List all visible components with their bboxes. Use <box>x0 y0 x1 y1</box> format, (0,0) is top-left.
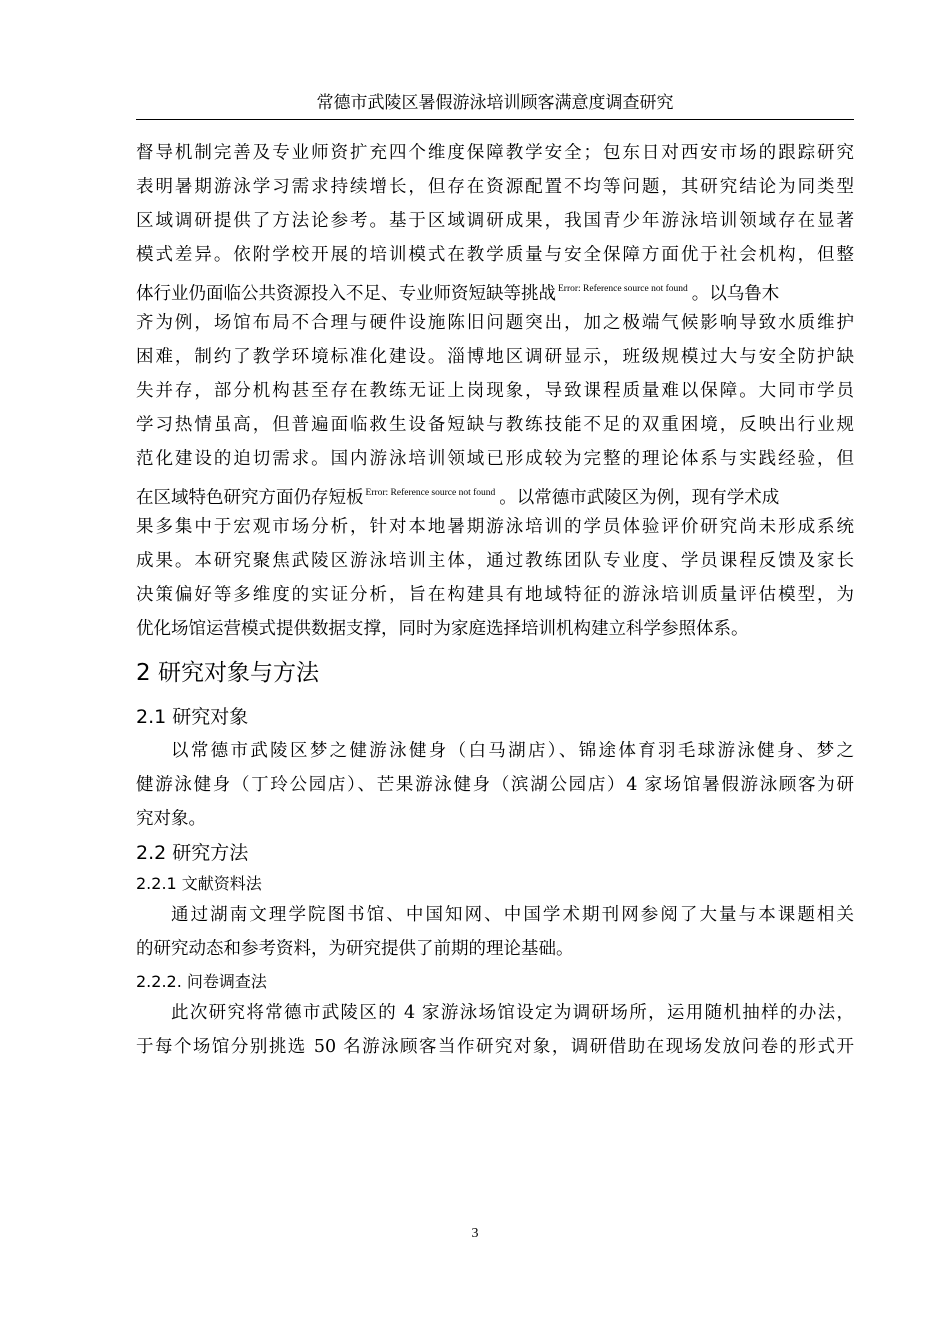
text-line: 模式差异。依附学校开展的培训模式在教学质量与安全保障方面优于社会机构，但整 <box>136 245 854 265</box>
text-line: 于每个场馆分别挑选 50 名游泳顾客当作研究对象，调研借助在现场发放问卷的形式开 <box>136 1037 854 1057</box>
subsubsection-heading: 2.2.2. 问卷调查法 <box>136 972 267 991</box>
text-line <box>136 476 854 510</box>
literature-paragraph <box>136 898 854 966</box>
text-segment: 。以常德市武陵区为例，现有学术成 <box>499 488 780 508</box>
text-line: 区域调研提供了方法论参考。基于区域调研成果，我国青少年游泳培训领域存在显著 <box>136 211 854 231</box>
text-line: 决策偏好等多维度的实证分析，旨在构建具有地域特征的游泳培训质量评估模型，为 <box>136 585 854 605</box>
reference-error: Error: Reference source not found <box>558 284 688 294</box>
intro-paragraph <box>136 136 854 646</box>
text-line: 成果。本研究聚焦武陵区游泳培训主体，通过教练团队专业度、学员课程反馈及家长 <box>136 551 854 571</box>
text-line: 失并存，部分机构甚至存在教练无证上岗现象，导致课程质量难以保障。大同市学员 <box>136 381 854 401</box>
text-line: 困难，制约了教学环境标准化建设。淄博地区调研显示，班级规模过大与安全防护缺 <box>136 347 854 367</box>
text-segment: 体行业仍面临公共资源投入不足、专业师资短缺等挑战 <box>136 284 556 304</box>
text-segment: 在区域特色研究方面仍存短板 <box>136 488 364 508</box>
body-text <box>136 136 854 1064</box>
header-rule <box>136 119 854 120</box>
text-line: 学习热情虽高，但普遍面临救生设备短缺与教练技能不足的双重困境，反映出行业规 <box>136 415 854 435</box>
text-line: 范化建设的迫切需求。国内游泳培训领域已形成较为完整的理论体系与实践经验，但 <box>136 449 854 469</box>
text-line: 督导机制完善及专业师资扩充四个维度保障教学安全；包东日对西安市场的跟踪研究 <box>136 143 854 163</box>
running-header: 常德市武陵区暑假游泳培训顾客满意度调查研究 <box>316 93 674 113</box>
subsection-heading: 2.2 研究方法 <box>136 842 249 864</box>
subsubsection-heading: 2.2.1 文献资料法 <box>136 874 262 893</box>
section-heading: 2 研究对象与方法 <box>136 660 319 686</box>
reference-error: Error: Reference source not found <box>365 488 496 498</box>
text-line: 果多集中于宏观市场分析，针对本地暑期游泳培训的学员体验评价研究尚未形成系统 <box>136 517 854 537</box>
text-line: 通过湖南文理学院图书馆、中国知网、中国学术期刊网参阅了大量与本课题相关 <box>171 905 854 925</box>
text-line: 齐为例，场馆布局不合理与硬件设施陈旧问题突出，加之极端气候影响导致水质维护 <box>136 313 854 333</box>
text-line: 健游泳健身（丁玲公园店）、芒果游泳健身（滨湖公园店）4 家场馆暑假游泳顾客为研 <box>136 775 854 795</box>
questionnaire-paragraph <box>136 996 854 1064</box>
text-line: 以常德市武陵区梦之健游泳健身（白马湖店）、锦途体育羽毛球游泳健身、梦之 <box>171 741 854 761</box>
text-line <box>136 272 854 306</box>
subsection-heading: 2.1 研究对象 <box>136 706 249 728</box>
text-line: 的研究动态和参考资料，为研究提供了前期的理论基础。 <box>136 939 574 959</box>
text-line: 究对象。 <box>136 809 206 829</box>
page-number: 3 <box>471 1226 479 1241</box>
subjects-paragraph <box>136 734 854 836</box>
text-line: 优化场馆运营模式提供数据支撑，同时为家庭选择培训机构建立科学参照体系。 <box>136 619 749 639</box>
text-line: 此次研究将常德市武陵区的 4 家游泳场馆设定为调研场所，运用随机抽样的办法， <box>171 1003 854 1023</box>
text-line: 表明暑期游泳学习需求持续增长，但存在资源配置不均等问题，其研究结论为同类型 <box>136 177 854 197</box>
text-segment: 。以乌鲁木 <box>691 284 780 304</box>
